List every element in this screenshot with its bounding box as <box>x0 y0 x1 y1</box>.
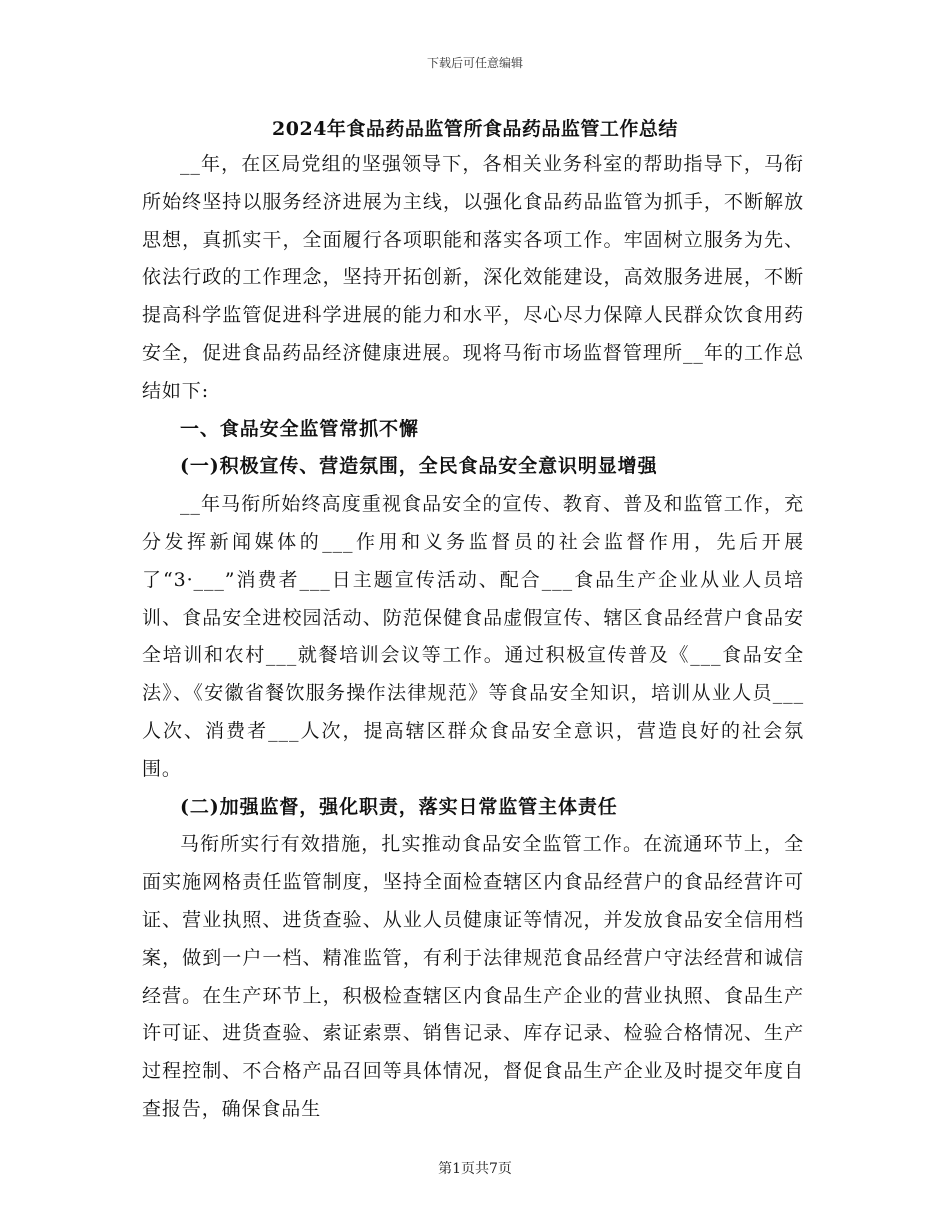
paragraph-1: __年马衔所始终高度重视食品安全的宣传、教育、普及和监管工作，充分发挥新闻媒体的___作用和义务监督员的社会监督作用，先后开展了“3·___”消费者___日主题宣传活动、配合___食品生产企业从业人员培训、食品安全进校园活动、防范保健食品虚假宣传、辖区食品经营户食品安全培训和农村___就餐培训会议等工作。通过积极宣传普及《___食品安全法》、《安徽省餐饮服务操作法律规范》等食品安全知识，培训从业人员___人次、消费者___人次，提高辖区群众食品安全意识，营造良好的社会氛围。 <box>142 493 804 780</box>
document-title: 2024年食品药品监管所食品药品监管工作总结 <box>272 118 678 140</box>
page-number-footer: 第1页共7页 <box>438 1161 512 1177</box>
intro-paragraph: __年，在区局党组的坚强领导下，各相关业务科室的帮助指导下，马衔所始终坚持以服务经济进展为主线，以强化食品药品监管为抓手，不断解放思想，真抓实干，全面履行各项职能和落实各项工作。牢固树立服务为先、依法行政的工作理念，坚持开拓创新，深化效能建设，高效服务进展，不断提高科学监管促进科学进展的能力和水平，尽心尽力保障人民群众饮食用药安全，促进食品药品经济健康进展。现将马衔市场监督管理所__年的工作总结如下: <box>142 153 804 402</box>
subsection-heading-2: (二)加强监督，强化职责，落实日常监管主体责任 <box>180 795 618 818</box>
page-header-note: 下载后可任意编辑 <box>426 56 523 70</box>
paragraph-2: 马衔所实行有效措施，扎实推动食品安全监管工作。在流通环节上，全面实施网格责任监管制度，坚持全面检查辖区内食品经营户的食品经营许可证、营业执照、进货查验、从业人员健康证等情况，并发放食品安全信用档案，做到一户一档、精准监管，有利于法律规范食品经营户守法经营和诚信经营。在生产环节上，积极检查辖区内食品生产企业的营业执照、食品生产许可证、进货查验、索证索票、销售记录、库存记录、检验合格情况、生产过程控制、不合格产品召回等具体情况，督促食品生产企业及时提交年度自查报告，确保食品生 <box>142 833 804 1120</box>
document-body <box>142 146 804 1129</box>
subsection-heading-1: (一)积极宣传、营造氛围，全民食品安全意识明显增强 <box>180 455 658 478</box>
section-heading: 一、食品安全监管常抓不懈 <box>180 417 419 440</box>
